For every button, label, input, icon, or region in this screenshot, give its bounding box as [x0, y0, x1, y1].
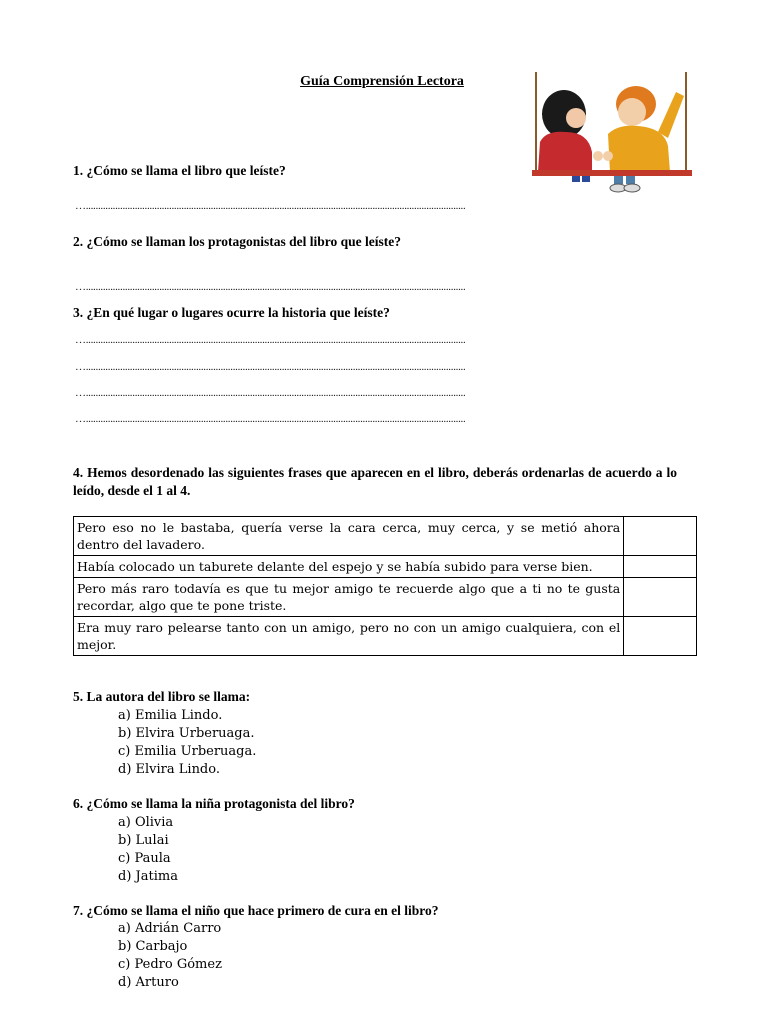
- option-c[interactable]: c) Emilia Urberuaga.: [118, 744, 257, 759]
- option-c[interactable]: c) Paula: [118, 851, 171, 866]
- table-row: [74, 617, 697, 656]
- order-number-box[interactable]: [624, 556, 697, 578]
- option-a[interactable]: a) Adrián Carro: [118, 921, 222, 936]
- question-6: 6. ¿Cómo se llama la niña protagonista del libro?: [73, 796, 355, 811]
- order-number-box[interactable]: [624, 617, 697, 656]
- question-3: 3. ¿En qué lugar o lugares ocurre la historia que leíste?: [73, 305, 390, 320]
- question-6-options: [118, 814, 178, 886]
- question-4: 4. Hemos desordenado las siguientes frases que aparecen en el libro, deberás ordenarlas de acuerdo a lo leído, desde el 1 al 4.: [73, 465, 677, 498]
- question-2: 2. ¿Cómo se llaman los protagonistas del libro que leíste?: [73, 234, 402, 249]
- answer-line: …...........................................................................................................................................................: [75, 334, 466, 346]
- option-d[interactable]: d) Jatima: [118, 869, 178, 884]
- option-b[interactable]: b) Elvira Urberuaga.: [118, 726, 255, 741]
- sentence-cell: Pero eso no le bastaba, quería verse la cara cerca, muy cerca, y se metió ahora dentro del lavadero.: [74, 517, 624, 556]
- sentence-cell: Era muy raro pelearse tanto con un amigo, pero no con un amigo cualquiera, con el mejor.: [74, 617, 624, 656]
- table-row: [74, 556, 697, 578]
- table-row: [74, 517, 697, 556]
- option-d[interactable]: d) Arturo: [118, 975, 179, 990]
- answer-line: …...........................................................................................................................................................: [75, 200, 466, 212]
- sentence-cell: Pero más raro todavía es que tu mejor amigo te recuerde algo que a ti no te gusta recordar, algo que te pone triste.: [74, 578, 624, 617]
- answer-line: …...........................................................................................................................................................: [75, 361, 466, 373]
- option-b[interactable]: b) Lulai: [118, 833, 169, 848]
- order-number-box[interactable]: [624, 578, 697, 617]
- page-title: Guía Comprensión Lectora: [300, 74, 464, 89]
- option-a[interactable]: a) Emilia Lindo.: [118, 708, 223, 723]
- question-5: 5. La autora del libro se llama:: [73, 689, 251, 704]
- sentence-cell: Había colocado un taburete delante del espejo y se había subido para verse bien.: [74, 556, 624, 578]
- question-7-options: [118, 920, 222, 992]
- question-7: 7. ¿Cómo se llama el niño que hace primero de cura en el libro?: [73, 903, 439, 918]
- sentence-order-table: [73, 516, 697, 656]
- answer-line: …...........................................................................................................................................................: [75, 413, 466, 425]
- question-5-options: [118, 707, 256, 779]
- order-number-box[interactable]: [624, 517, 697, 556]
- question-1: 1. ¿Cómo se llama el libro que leíste?: [73, 163, 286, 178]
- option-a[interactable]: a) Olivia: [118, 815, 174, 830]
- children-on-swing-illustration: [526, 72, 702, 200]
- option-d[interactable]: d) Elvira Lindo.: [118, 762, 220, 777]
- answer-line: …...........................................................................................................................................................: [75, 281, 466, 293]
- table-row: [74, 578, 697, 617]
- answer-line: …...........................................................................................................................................................: [75, 387, 466, 399]
- option-c[interactable]: c) Pedro Gómez: [118, 957, 222, 972]
- option-b[interactable]: b) Carbajo: [118, 939, 188, 954]
